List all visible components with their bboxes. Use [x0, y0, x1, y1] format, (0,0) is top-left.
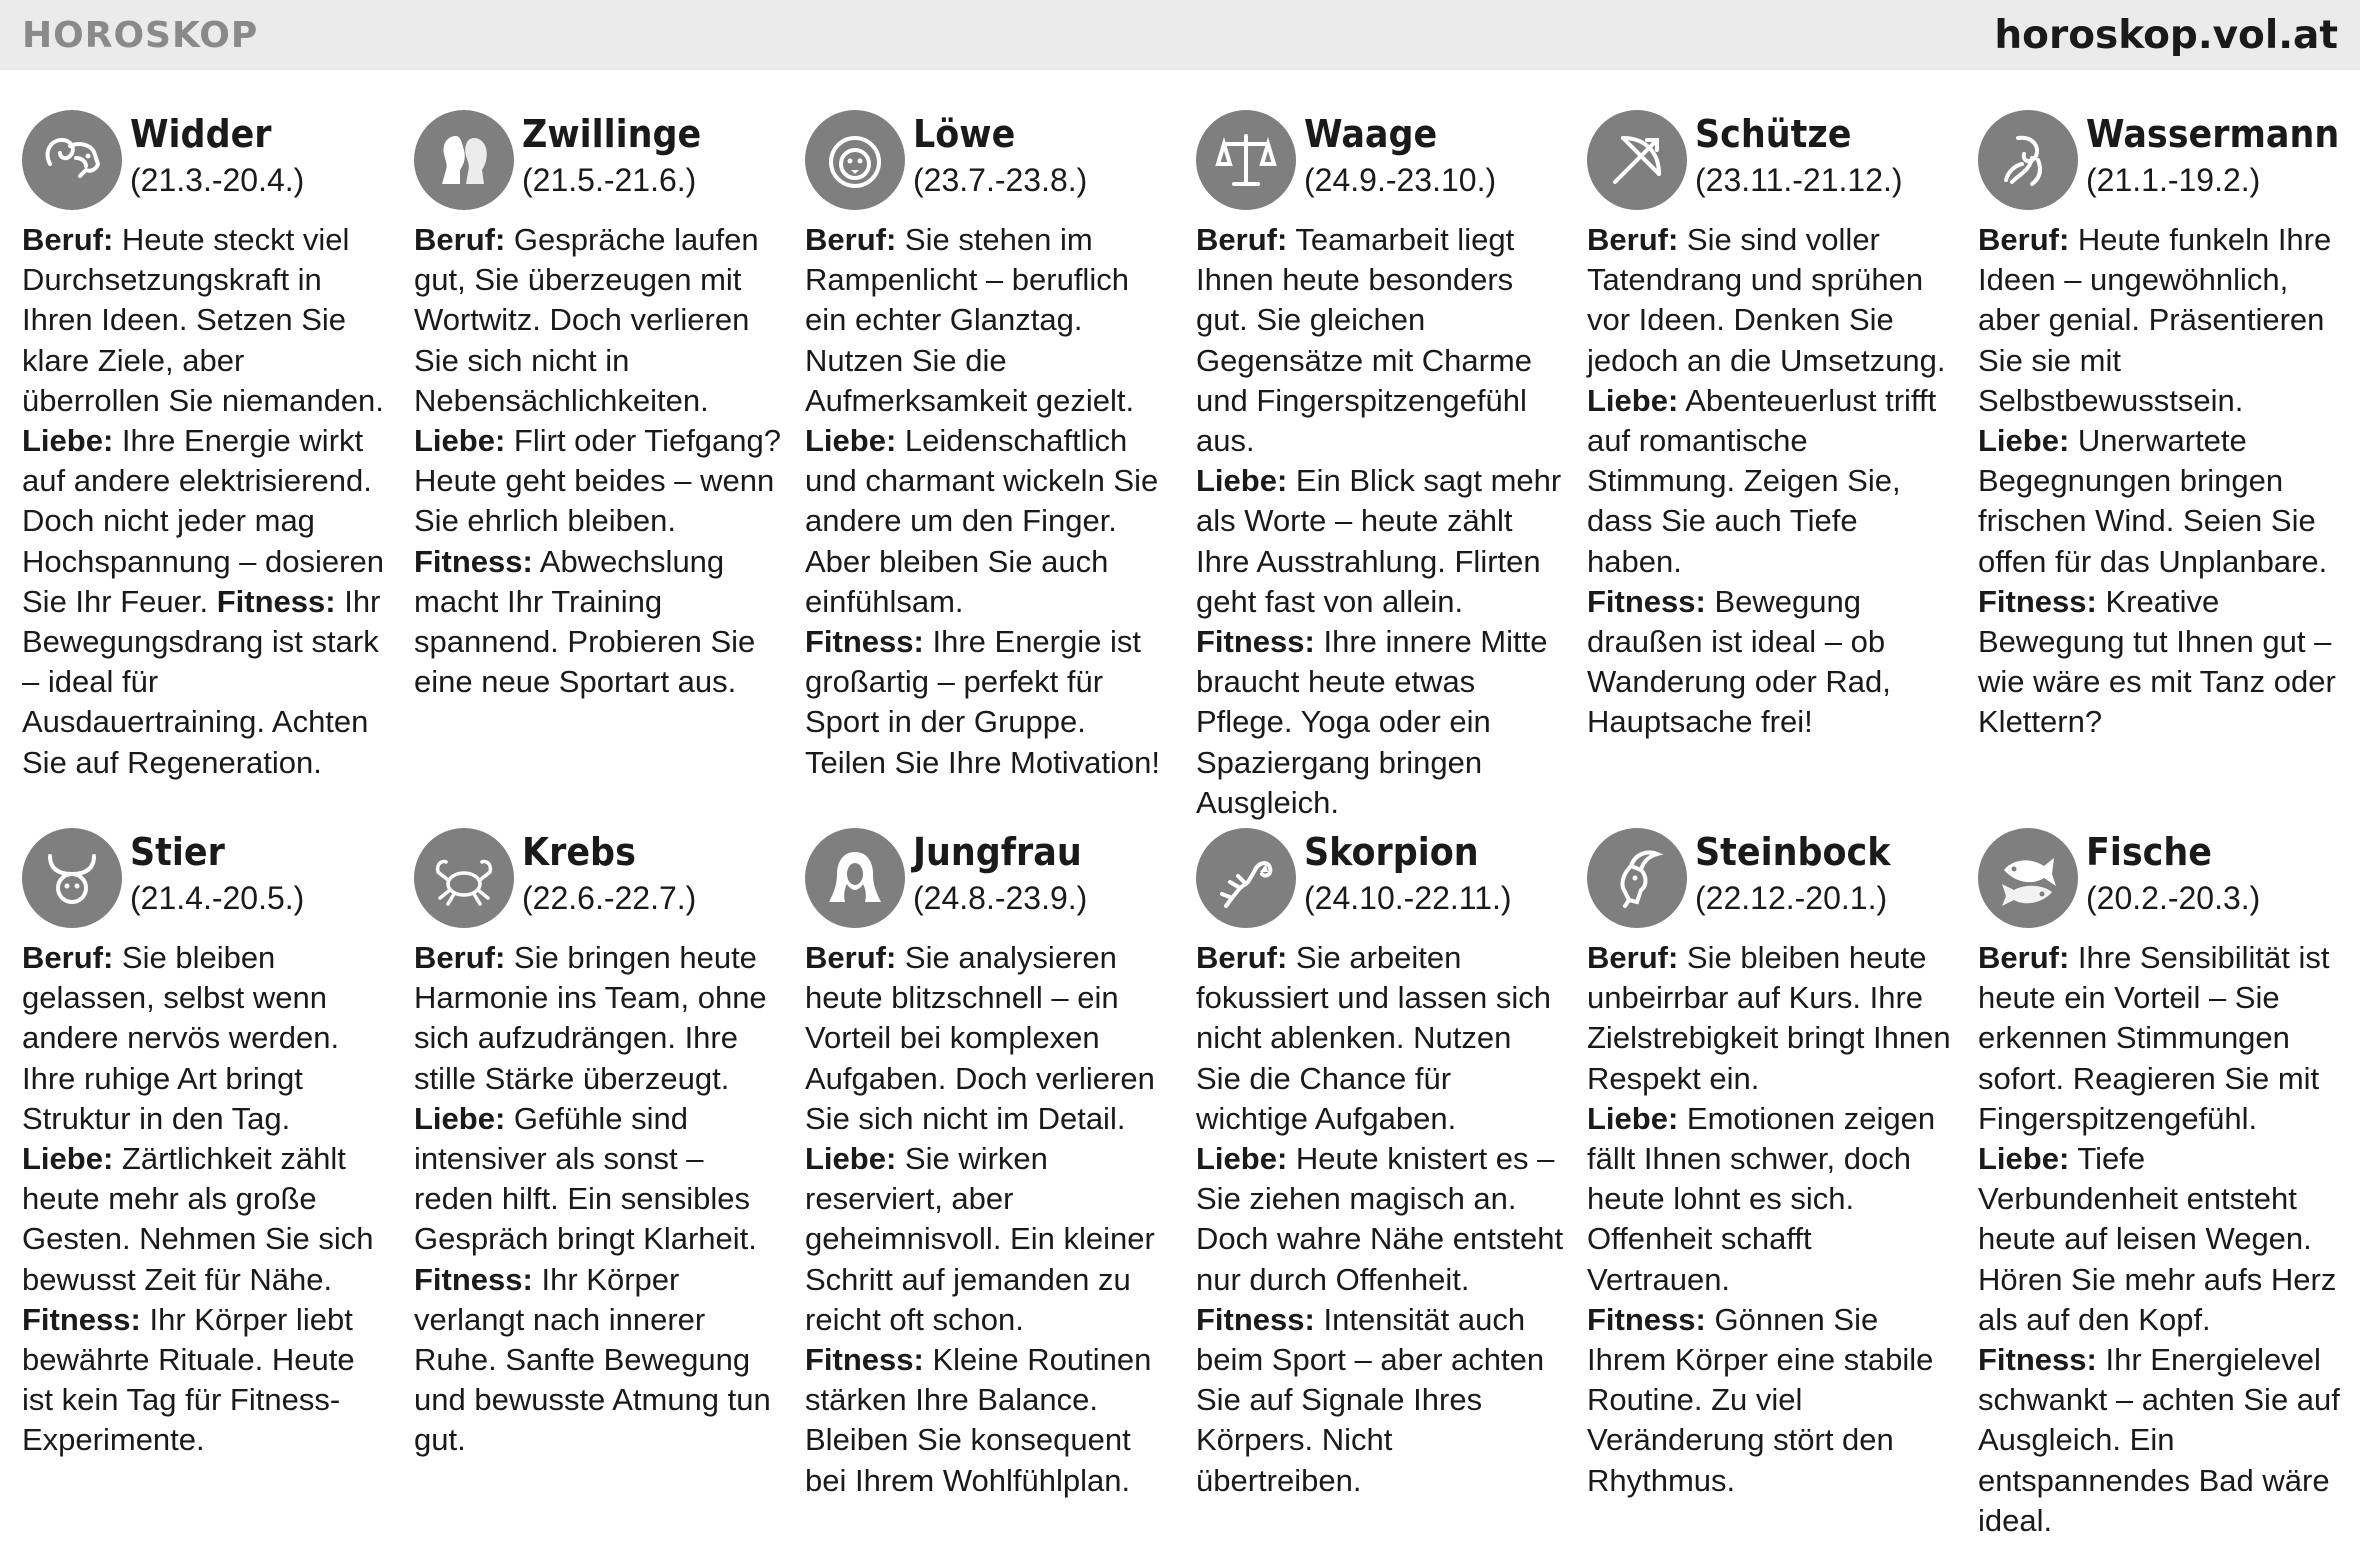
text-fitness: Ihr Körper liebt bewährte Rituale. Heute ist kein Tag für Fitness-Experimente. — [22, 1301, 355, 1458]
sign-text — [1196, 220, 1564, 823]
text-liebe: Ein Blick sagt mehr als Worte – heute zählt Ihre Ausstrahlung. Flirten geht fast von allein. — [1196, 463, 1562, 619]
text-beruf: Sie bringen heute Harmonie ins Team, ohne sich aufzudrängen. Ihre stille Stärke überzeugt. — [414, 940, 767, 1096]
sign-text — [1587, 938, 1955, 1501]
sign-name: Skorpion — [1304, 830, 1479, 874]
label-fitness: Fitness: — [1978, 1342, 2097, 1378]
water-bearer-icon — [1978, 110, 2078, 210]
virgin-icon — [805, 828, 905, 928]
label-liebe: Liebe: — [414, 423, 506, 459]
text-liebe: Ihre Energie wirkt auf andere elektrisierend. Doch nicht jeder mag Hochspannung – dosieren Sie Ihr Feuer. — [22, 423, 384, 619]
label-fitness: Fitness: — [414, 543, 533, 579]
sign-dates: (24.9.-23.10.) — [1304, 162, 1497, 198]
text-fitness: Gönnen Sie Ihrem Körper eine stabile Routine. Zu viel Veränderung stört den Rhythmus. — [1587, 1301, 1934, 1498]
sign-text — [22, 220, 390, 783]
text-beruf: Sie bleiben heute unbeirrbar auf Kurs. Ihre Zielstrebigkeit bringt Ihnen Respekt ein. — [1587, 940, 1951, 1096]
sign-text — [414, 220, 782, 702]
label-fitness: Fitness: — [1196, 624, 1315, 660]
label-fitness: Fitness: — [1587, 583, 1706, 619]
text-fitness: Ihr Bewegungsdrang ist stark – ideal für Ausdauertraining. Achten Sie auf Regeneration. — [22, 583, 381, 780]
text-beruf: Heute funkeln Ihre Ideen – ungewöhnlich, aber genial. Präsentieren Sie sie mit Selbstbewusstsein. — [1978, 222, 2332, 418]
sign-name: Fische — [2086, 830, 2212, 874]
label-liebe: Liebe: — [805, 1141, 897, 1177]
sign-dates: (20.2.-20.3.) — [2086, 880, 2261, 916]
text-beruf: Gespräche laufen gut, Sie überzeugen mit Wortwitz. Doch verlieren Sie sich nicht in Nebensächlichkeiten. — [414, 222, 759, 418]
text-liebe: Heute knistert es – Sie ziehen magisch an. Doch wahre Nähe entsteht nur durch Offenheit. — [1196, 1141, 1564, 1297]
text-fitness: Kreative Bewegung tut Ihnen gut – wie wäre es mit Tanz oder Klettern? — [1978, 583, 2336, 740]
text-fitness: Intensität auch beim Sport – aber achten Sie auf Signale Ihres Körpers. Nicht übertreiben. — [1196, 1301, 1545, 1498]
label-beruf: Beruf: — [1587, 940, 1679, 975]
text-fitness: Ihr Körper verlangt nach innerer Ruhe. Sanfte Bewegung und bewusste Atmung tun gut. — [414, 1261, 771, 1458]
sign-name: Waage — [1304, 112, 1438, 156]
fish-icon — [1978, 828, 2078, 928]
sign-name: Wassermann — [2086, 112, 2340, 156]
label-fitness: Fitness: — [805, 1342, 924, 1378]
sign-dates: (24.8.-23.9.) — [913, 880, 1088, 916]
label-beruf: Beruf: — [414, 222, 506, 257]
text-liebe: Zärtlichkeit zählt heute mehr als große Gesten. Nehmen Sie sich bewusst Zeit für Nähe. — [22, 1141, 374, 1297]
text-liebe: Unerwartete Begegnungen bringen frischen Wind. Seien Sie offen für das Unplanbare. — [1978, 423, 2328, 579]
label-liebe: Liebe: — [1196, 463, 1288, 499]
label-beruf: Beruf: — [1196, 940, 1288, 975]
sign-waage — [1196, 110, 1564, 823]
sign-name: Zwillinge — [522, 112, 702, 156]
sign-name: Steinbock — [1695, 830, 1891, 874]
sign-text — [22, 938, 390, 1461]
sign-name: Widder — [130, 112, 272, 156]
scorpion-icon — [1196, 828, 1296, 928]
label-beruf: Beruf: — [1978, 940, 2070, 975]
sign-dates: (21.4.-20.5.) — [130, 880, 305, 916]
sign-jungfrau — [805, 828, 1173, 1501]
sign-text — [1978, 938, 2346, 1541]
sign-fische — [1978, 828, 2346, 1541]
label-beruf: Beruf: — [1196, 222, 1288, 257]
sign-text — [414, 938, 782, 1461]
sign-dates: (23.11.-21.12.) — [1695, 162, 1903, 198]
text-liebe: Abenteuerlust trifft auf romantische Stimmung. Zeigen Sie, dass Sie auch Tiefe haben. — [1587, 382, 1937, 579]
sign-text — [1196, 938, 1564, 1501]
sign-skorpion — [1196, 828, 1564, 1501]
section-title: HOROSKOP — [22, 14, 259, 56]
text-fitness: Abwechslung macht Ihr Training spannend. Probieren Sie eine neue Sportart aus. — [414, 543, 756, 700]
sign-wassermann — [1978, 110, 2346, 743]
label-liebe: Liebe: — [414, 1100, 506, 1136]
sign-stier — [22, 828, 390, 1461]
text-beruf: Sie analysieren heute blitzschnell – ein Vorteil bei komplexen Aufgaben. Doch verlieren Sie sich nicht im Detail. — [805, 940, 1155, 1136]
ram-icon — [22, 110, 122, 210]
label-beruf: Beruf: — [1978, 222, 2070, 257]
text-beruf: Heute steckt viel Durchsetzungskraft in Ihren Ideen. Setzen Sie klare Ziele, aber überrollen Sie niemanden. — [22, 222, 384, 418]
label-liebe: Liebe: — [1196, 1141, 1288, 1177]
text-fitness: Ihre innere Mitte braucht heute etwas Pflege. Yoga oder ein Spaziergang bringen Ausgleich. — [1196, 624, 1548, 820]
label-liebe: Liebe: — [1978, 1141, 2070, 1177]
bull-icon — [22, 828, 122, 928]
label-liebe: Liebe: — [22, 1141, 114, 1177]
crab-icon — [414, 828, 514, 928]
label-fitness: Fitness: — [1978, 583, 2097, 619]
text-fitness: Bewegung draußen ist ideal – ob Wanderung oder Rad, Hauptsache frei! — [1587, 583, 1891, 740]
sign-dates: (24.10.-22.11.) — [1304, 880, 1512, 916]
text-fitness: Ihre Energie ist großartig – perfekt für Sport in der Gruppe. Teilen Sie Ihre Motivation! — [805, 624, 1160, 780]
scales-icon — [1196, 110, 1296, 210]
sign-dates: (23.7.-23.8.) — [913, 162, 1088, 198]
text-fitness: Ihr Energielevel schwankt – achten Sie auf Ausgleich. Ein entspannendes Bad wäre ideal. — [1978, 1342, 2340, 1538]
label-fitness: Fitness: — [1587, 1301, 1706, 1337]
label-liebe: Liebe: — [1978, 423, 2070, 459]
label-liebe: Liebe: — [1587, 382, 1679, 418]
sign-text — [805, 938, 1173, 1501]
text-beruf: Sie bleiben gelassen, selbst wenn andere nervös werden. Ihre ruhige Art bringt Struktur in den Tag. — [22, 940, 340, 1136]
text-beruf: Sie sind voller Tatendrang und sprühen vor Ideen. Denken Sie jedoch an die Umsetzung. — [1587, 222, 1946, 378]
sign-text — [805, 220, 1173, 783]
goat-icon — [1587, 828, 1687, 928]
sign-name: Stier — [130, 830, 225, 874]
sign-widder — [22, 110, 390, 783]
sign-zwillinge — [414, 110, 782, 702]
label-beruf: Beruf: — [414, 940, 506, 975]
twins-icon — [414, 110, 514, 210]
label-liebe: Liebe: — [805, 423, 897, 459]
sign-name: Löwe — [913, 112, 1016, 156]
label-fitness: Fitness: — [805, 624, 924, 660]
lion-icon — [805, 110, 905, 210]
text-liebe: Sie wirken reserviert, aber geheimnisvoll. Ein kleiner Schritt auf jemanden zu reicht oft schon. — [805, 1141, 1155, 1337]
label-beruf: Beruf: — [22, 940, 114, 975]
text-liebe: Tiefe Verbundenheit entsteht heute auf leisen Wegen. Hören Sie mehr aufs Herz als auf den Kopf. — [1978, 1141, 2337, 1337]
label-fitness: Fitness: — [22, 1301, 141, 1337]
text-beruf: Sie stehen im Rampenlicht – beruflich ein echter Glanztag. Nutzen Sie die Aufmerksamkeit gezielt. — [805, 222, 1135, 418]
label-beruf: Beruf: — [805, 222, 897, 257]
sign-text — [1587, 220, 1955, 743]
sign-krebs — [414, 828, 782, 1461]
text-liebe: Flirt oder Tiefgang? Heute geht beides – wenn Sie ehrlich bleiben. — [414, 423, 782, 539]
sign-loewe — [805, 110, 1173, 783]
sign-dates: (21.1.-19.2.) — [2086, 162, 2261, 198]
sign-dates: (22.6.-22.7.) — [522, 880, 697, 916]
sign-schuetze — [1587, 110, 1955, 743]
label-fitness: Fitness: — [414, 1261, 533, 1297]
label-beruf: Beruf: — [1587, 222, 1679, 257]
sign-dates: (21.5.-21.6.) — [522, 162, 697, 198]
sign-steinbock — [1587, 828, 1955, 1501]
text-fitness: Kleine Routinen stärken Ihre Balance. Bleiben Sie konsequent bei Ihrem Wohlfühlplan. — [805, 1342, 1152, 1498]
sign-name: Jungfrau — [913, 830, 1082, 874]
label-liebe: Liebe: — [1587, 1100, 1679, 1136]
text-beruf: Sie arbeiten fokussiert und lassen sich nicht ablenken. Nutzen Sie die Chance für wichtige Aufgaben. — [1196, 940, 1551, 1136]
sign-name: Schütze — [1695, 112, 1852, 156]
sign-name: Krebs — [522, 830, 636, 874]
sign-text — [1978, 220, 2346, 743]
label-fitness: Fitness: — [216, 583, 336, 619]
text-liebe: Gefühle sind intensiver als sonst – reden hilft. Ein sensibles Gespräch bringt Klarheit. — [414, 1100, 757, 1257]
sign-dates: (21.3.-20.4.) — [130, 162, 305, 198]
text-liebe: Leidenschaftlich und charmant wickeln Sie andere um den Finger. Aber bleiben Sie auch einfühlsam. — [805, 423, 1159, 619]
archer-icon — [1587, 110, 1687, 210]
text-beruf: Teamarbeit liegt Ihnen heute besonders gut. Sie gleichen Gegensätze mit Charme und Fingerspitzengefühl aus. — [1196, 222, 1532, 459]
label-beruf: Beruf: — [22, 222, 114, 257]
site-link[interactable]: horoskop.vol.at — [1994, 12, 2338, 58]
label-liebe: Liebe: — [22, 423, 114, 459]
sign-dates: (22.12.-20.1.) — [1695, 880, 1888, 916]
text-liebe: Emotionen zeigen fällt Ihnen schwer, doch heute lohnt es sich. Offenheit schafft Vertrauen. — [1587, 1100, 1936, 1297]
text-beruf: Ihre Sensibilität ist heute ein Vorteil – Sie erkennen Stimmungen sofort. Reagieren Sie mit Fingerspitzengefühl. — [1978, 940, 2330, 1136]
label-beruf: Beruf: — [805, 940, 897, 975]
label-fitness: Fitness: — [1196, 1301, 1315, 1337]
